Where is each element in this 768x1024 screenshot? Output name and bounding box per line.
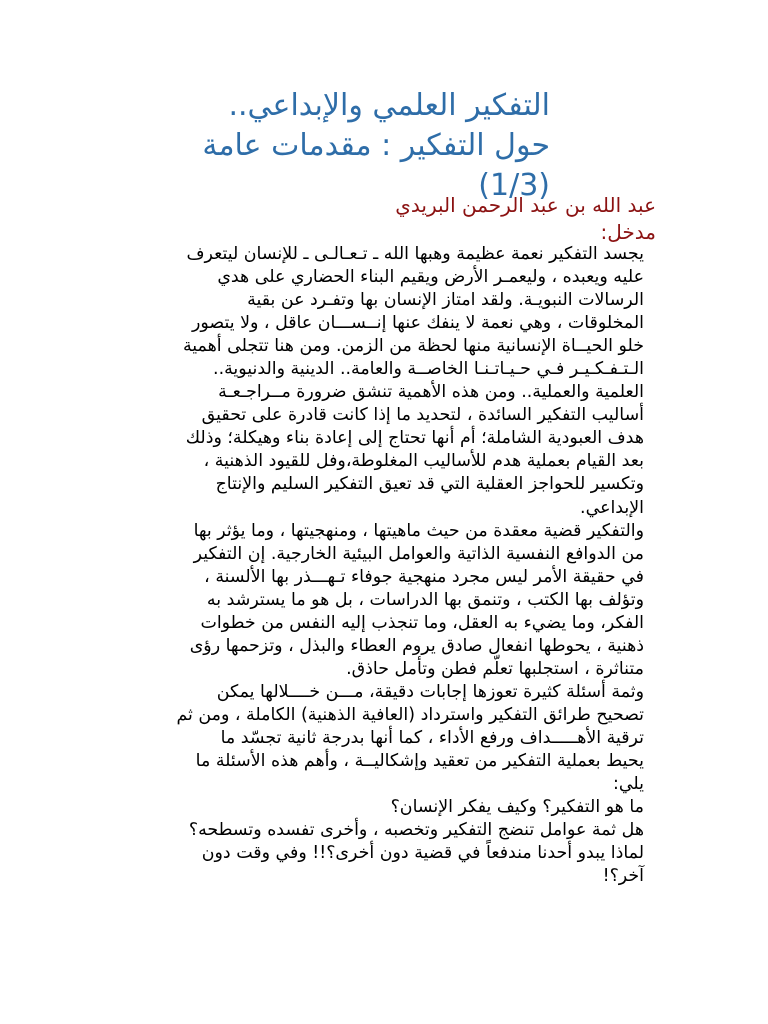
body-line: العلمية والعملية.. ومن هذه الأهمية تنشق ضرورة مــراجـعـة [218, 382, 644, 403]
body-line: عليه ويعبده ، وليعمـر الأرض ويقيم البناء الحضاري على هدي [217, 267, 644, 288]
body-line: لماذا يبدو أحدنا مندفعاً في قضية دون أخرى؟!! وفي وقت دون [201, 843, 644, 864]
title-line-3: (1/3) [478, 168, 550, 203]
body-line: هل ثمة عوامل تنضج التفكير وتخصبه ، وأخرى تفسده وتسطحه؟ [188, 820, 644, 841]
body-line: بعد القيام بعملية هدم للأساليب المغلوطة،وفل للقيود الذهنية ، [203, 451, 644, 472]
body-line: المخلوقات ، وهي نعمة لا ينفك عنها إنــســـان عاقل ، ولا يتصور [192, 313, 644, 334]
body-line: ترقية الأهـــــداف ورفع الأداء ، كما أنها بدرجة ثانية تجسّد ما [220, 727, 644, 748]
article-title [130, 86, 550, 206]
title-line-2: حول التفكير : مقدمات عامة [202, 128, 550, 163]
body-line: ما هو التفكير؟ وكيف يفكر الإنسان؟ [390, 797, 644, 818]
body-line: في حقيقة الأمر ليس مجرد منهجية جوفاء تـهـــذر بها الألسنة ، [204, 566, 644, 587]
body-line: يلي: [613, 774, 644, 795]
body-line: من الدوافع النفسية الذاتية والعوامل البيئية الخارجية. إن التفكير [193, 543, 644, 564]
article-body [120, 243, 644, 888]
body-line: ذهنية ، يحوطها انفعال صادق يروم العطاء والبذل ، وتزحمها رؤى [189, 635, 644, 656]
body-line: والتفكير قضية معقدة من حيث ماهيتها ، ومنهجيتها ، وما يؤثر بها [193, 520, 644, 541]
body-line: الإبداعي. [580, 497, 644, 518]
author-name: عبد الله بن عبد الرحمن البريدي [395, 193, 656, 217]
body-line: الـتـفـكـيـر فـي حـيـاتـنـا الخاصــة والعامة.. الدينية والدنيوية.. [213, 359, 644, 380]
body-line: الفكر، وما يضيء به العقل، وما تنجذب إليه النفس من خطوات [200, 612, 644, 633]
body-line: متناثرة ، استجلبها تعلّم فطن وتأمل حاذق. [346, 658, 644, 679]
body-line: يجسد التفكير نعمة عظيمة وهبها الله ـ تـعـالـى ـ للإنسان ليتعرف [186, 244, 644, 264]
body-line: وثمة أسئلة كثيرة تعوزها إجابات دقيقة، مـــن خــــلالها يمكن [216, 681, 644, 702]
title-line-1: التفكير العلمي والإبداعي.. [228, 88, 550, 123]
body-line: هدف العبودية الشاملة؛ أم أنها تحتاج إلى إعادة بناء وهيكلة؛ وذلك [185, 428, 644, 449]
body-line: وتكسير للحواجز العقلية التي قد تعيق التفكير السليم والإنتاج [215, 474, 644, 495]
body-line: وتؤلف بها الكتب ، وتنمق بها الدراسات ، بل هو ما يسترشد به [206, 589, 644, 610]
body-line: آخر؟! [602, 866, 644, 887]
body-line: يحيط بعملية التفكير من تعقيد وإشكاليــة ، وأهم هذه الأسئلة ما [195, 751, 644, 772]
intro-heading: مدخل: [600, 220, 656, 244]
body-line: أساليب التفكير السائدة ، لتحديد ما إذا كانت قادرة على تحقيق [201, 405, 644, 426]
body-line: خلو الحيــاة الإنسانية منها لحظة من الزمن. ومن هنا تتجلى أهمية [182, 336, 644, 357]
body-line: الرسالات النبويـة. ولقد امتاز الإنسان بها وتفـرد عن بقية [247, 290, 644, 311]
body-line: تصحيح طرائق التفكير واسترداد (العافية الذهنية) الكاملة ، ومن ثم [176, 704, 644, 725]
